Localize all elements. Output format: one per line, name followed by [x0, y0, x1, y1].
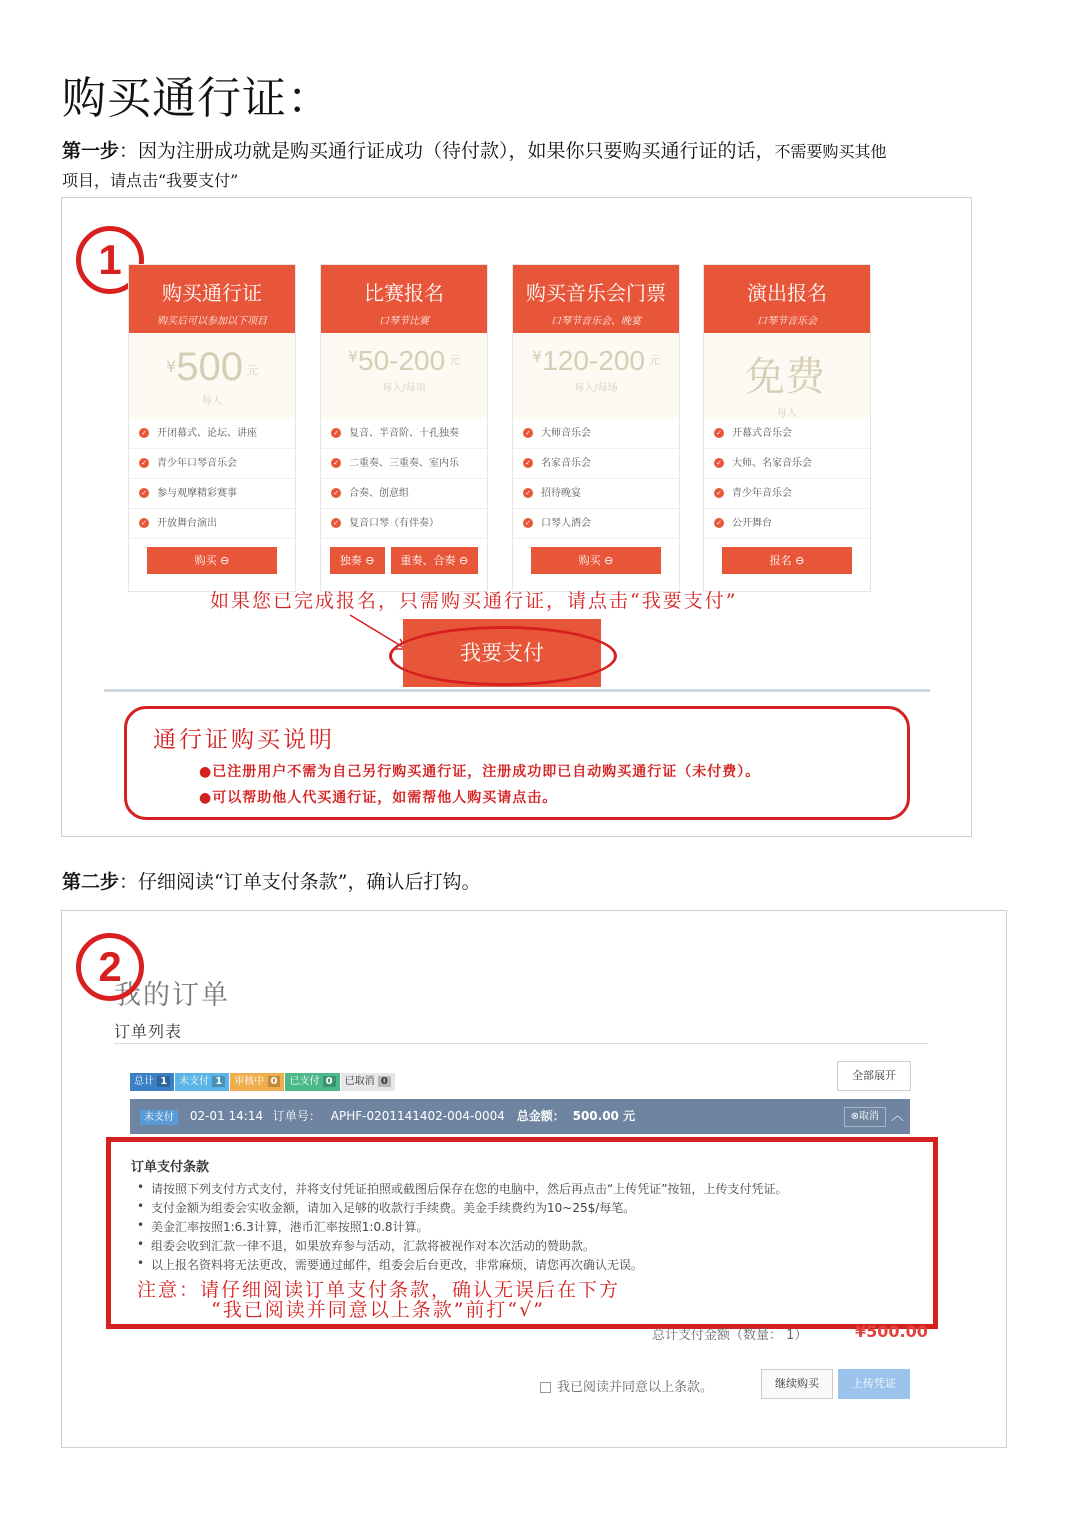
status-filter-badge[interactable]	[130, 1073, 174, 1091]
total-amount: ¥500.00	[855, 1322, 928, 1341]
price-unit: 元	[648, 354, 660, 367]
plan-action-button[interactable]: 购买 ⊖	[531, 547, 661, 574]
badge-label: 已取消	[344, 1076, 375, 1087]
continue-shopping-button[interactable]: 继续购买	[761, 1369, 833, 1399]
plan-name: 比赛报名	[364, 281, 444, 305]
feature-label: 大师、名家音乐会	[732, 458, 812, 469]
price-per: 每人/每项	[382, 383, 426, 394]
upload-proof-button[interactable]: 上传凭证	[838, 1369, 910, 1399]
price-unit: 元	[246, 364, 258, 377]
plan-header	[513, 265, 679, 333]
terms-title: 订单支付条款	[131, 1160, 210, 1175]
price-currency: ¥	[532, 347, 543, 366]
check-circle-icon: ✓	[523, 458, 533, 468]
price-amount: 500	[176, 345, 243, 389]
terms-item: • 以上报名资料将无法更改，需要通过邮件，组委会后台更改，非常麻烦，请您再次确认无误。	[151, 1256, 643, 1273]
divider	[104, 689, 930, 692]
chevron-up-icon[interactable]: ︿	[890, 1109, 904, 1124]
plan-action-button[interactable]: 重奏、合奏 ⊖	[391, 547, 479, 574]
agree-label: 我已阅读并同意以上条款。	[557, 1380, 714, 1395]
badge-count: 0	[323, 1076, 336, 1087]
step1-instruction	[62, 137, 1012, 195]
step-number-badge: 1	[76, 226, 144, 294]
plan-header	[321, 265, 487, 333]
plan-feature	[129, 509, 295, 539]
screenshot-orders	[61, 910, 1007, 1448]
checkbox-icon[interactable]	[540, 1382, 551, 1393]
screenshot-pricing	[61, 197, 972, 837]
plan-feature	[129, 449, 295, 479]
order-total: 500.00 元	[572, 1109, 636, 1123]
plan-feature	[513, 479, 679, 509]
plan-price	[513, 333, 679, 419]
check-circle-icon: ✓	[714, 428, 724, 438]
badge-label: 总计	[134, 1076, 154, 1087]
step-number-badge: 2	[76, 933, 144, 1001]
check-circle-icon: ✓	[139, 428, 149, 438]
plan-feature	[513, 449, 679, 479]
price-per: 每人/每场	[574, 383, 618, 394]
feature-label: 青少年口琴音乐会	[157, 458, 237, 469]
feature-label: 合奏、创意组	[349, 488, 409, 499]
plan-action-button[interactable]: 购买 ⊖	[147, 547, 277, 574]
plan-actions	[129, 547, 295, 574]
terms-warning: 注意：请仔细阅读订单支付条款，确认无误后在下方	[137, 1279, 621, 1301]
feature-label: 开放舞台演出	[157, 518, 217, 529]
price-amount: 50-200	[358, 345, 446, 376]
step2-label: 第二步	[62, 871, 120, 893]
step1-label: 第一步	[62, 140, 120, 162]
terms-item: • 支付金额为组委会实收金额，请加入足够的收款行手续费。美金手续费约为10~25$/每笔。	[151, 1199, 635, 1216]
divider	[114, 1043, 928, 1044]
terms-item: • 美金汇率按照1:6.3计算，港币汇率按照1:0.8计算。	[151, 1218, 429, 1235]
expand-all-button[interactable]: 全部展开	[837, 1061, 911, 1091]
order-date: 02-01 14:14	[189, 1109, 264, 1123]
plan-feature	[321, 449, 487, 479]
status-filter-badge[interactable]	[285, 1073, 339, 1091]
total-label: 总计支付金额（数量： 1）	[652, 1328, 808, 1343]
check-circle-icon: ✓	[714, 458, 724, 468]
price-currency: ¥	[347, 347, 358, 366]
price-currency: ¥	[166, 357, 177, 376]
feature-label: 开幕式音乐会	[732, 428, 792, 439]
explanation-item[interactable]: ●可以帮助他人代买通行证，如需帮他人购买请点击。	[199, 790, 558, 806]
check-circle-icon: ✓	[331, 428, 341, 438]
explanation-title: 通行证购买说明	[153, 727, 335, 753]
step1-text-2: 项目，请点击“我要支付”	[62, 171, 239, 190]
plan-subtitle: 口琴节比赛	[379, 316, 429, 327]
plan-price	[129, 333, 295, 419]
status-filter-badge[interactable]	[175, 1073, 229, 1091]
pass-explanation-box	[124, 706, 910, 820]
check-circle-icon: ✓	[523, 428, 533, 438]
status-badge: 未支付	[140, 1110, 178, 1125]
plan-feature	[704, 419, 870, 449]
plan-actions	[704, 547, 870, 574]
badge-count: 0	[268, 1076, 281, 1087]
cancel-order-button[interactable]: ⊗取消	[844, 1107, 886, 1127]
order-header-row[interactable]	[130, 1099, 910, 1134]
plan-subtitle: 口琴节音乐会、晚宴	[551, 316, 641, 327]
plan-feature	[321, 509, 487, 539]
check-circle-icon: ✓	[523, 488, 533, 498]
check-circle-icon: ✓	[331, 488, 341, 498]
payment-terms-box	[106, 1137, 938, 1329]
feature-label: 二重奏、三重奏、室内乐	[349, 458, 459, 469]
step2-text: ：仔细阅读“订单支付条款”，确认后打钩。	[119, 871, 481, 893]
badge-label: 审核中	[234, 1076, 265, 1087]
price-amount: 120-200	[542, 345, 645, 376]
feature-label: 复音口琴（有伴奏）	[349, 518, 439, 529]
plan-name: 演出报名	[747, 281, 827, 305]
plan-subtitle: 口琴节音乐会	[757, 316, 817, 327]
badge-count: 1	[212, 1076, 225, 1087]
order-no-label: 订单号：	[272, 1109, 321, 1123]
price-amount: 免费	[745, 355, 825, 399]
pay-button[interactable]: 我要支付	[403, 619, 601, 687]
plan-card	[512, 264, 680, 592]
plan-actions	[321, 547, 487, 574]
feature-label: 开闭幕式、论坛、讲座	[157, 428, 257, 439]
plan-header	[129, 265, 295, 333]
plan-card	[128, 264, 296, 592]
check-circle-icon: ✓	[331, 518, 341, 528]
status-filter-badge[interactable]	[341, 1073, 395, 1091]
feature-label: 复音、半音阶、十孔独奏	[349, 428, 459, 439]
order-no: APHF-0201141402-004-0004	[330, 1109, 505, 1123]
check-circle-icon: ✓	[523, 518, 533, 528]
price-per: 每人	[202, 396, 222, 407]
check-circle-icon: ✓	[714, 488, 724, 498]
terms-item: • 请按照下列支付方式支付，并将支付凭证拍照或截图后保存在您的电脑中，然后再点击“上传凭证”按钮，上传支付凭证。	[151, 1180, 787, 1197]
feature-label: 名家音乐会	[541, 458, 591, 469]
order-total-label: 总金额：	[516, 1109, 565, 1123]
plan-feature	[129, 479, 295, 509]
feature-label: 参与观摩精彩赛事	[157, 488, 237, 499]
pay-hint-note: 如果您已完成报名，只需购买通行证，请点击“我要支付”	[210, 590, 738, 612]
step2-instruction	[62, 868, 480, 896]
order-status-filters	[130, 1069, 396, 1091]
check-circle-icon: ✓	[714, 518, 724, 528]
plan-card	[320, 264, 488, 592]
plan-feature	[513, 419, 679, 449]
page-title: 购买通行证：	[62, 73, 332, 124]
orders-subtitle: 订单列表	[114, 1022, 183, 1041]
plan-feature	[513, 509, 679, 539]
check-circle-icon: ✓	[139, 458, 149, 468]
feature-label: 口琴人酒会	[541, 518, 591, 529]
plan-price	[321, 333, 487, 419]
feature-label: 青少年音乐会	[732, 488, 792, 499]
highlight-oval	[389, 626, 617, 686]
badge-label: 未支付	[179, 1076, 210, 1087]
status-filter-badge[interactable]	[230, 1073, 284, 1091]
feature-label: 公开舞台	[732, 518, 772, 529]
feature-label: 招待晚宴	[541, 488, 581, 499]
badge-count: 0	[378, 1076, 391, 1087]
plan-feature	[321, 479, 487, 509]
plan-feature	[704, 479, 870, 509]
plan-price	[704, 333, 870, 419]
plan-feature	[321, 419, 487, 449]
badge-count: 1	[157, 1076, 170, 1087]
feature-label: 大师音乐会	[541, 428, 591, 439]
check-circle-icon: ✓	[331, 458, 341, 468]
step1-text-small: 不需要购买其他	[774, 142, 887, 161]
price-per: 每人	[777, 408, 797, 419]
check-circle-icon: ✓	[139, 518, 149, 528]
plan-subtitle: 购买后可以参加以下项目	[157, 316, 267, 327]
plan-name: 购买音乐会门票	[526, 281, 666, 305]
plan-feature	[704, 449, 870, 479]
plan-action-button[interactable]: 报名 ⊖	[722, 547, 852, 574]
plan-actions	[513, 547, 679, 574]
plan-feature	[129, 419, 295, 449]
plan-action-button[interactable]: 独奏 ⊖	[330, 547, 385, 574]
badge-label: 已支付	[289, 1076, 320, 1087]
plan-card	[703, 264, 871, 592]
orders-title: 我的订单	[114, 980, 230, 1011]
plan-feature	[704, 509, 870, 539]
step1-text: ：因为注册成功就是购买通行证成功（待付款），如果你只要购买通行证的话，	[119, 140, 775, 162]
check-circle-icon: ✓	[139, 488, 149, 498]
terms-warning-2: “我已阅读并同意以上条款”前打“√”	[211, 1299, 545, 1321]
plan-name: 购买通行证	[162, 281, 262, 305]
plan-header	[704, 265, 870, 333]
explanation-item: ●已注册用户不需为自己另行购买通行证，注册成功即已自动购买通行证（未付费）。	[199, 764, 761, 780]
price-unit: 元	[449, 354, 461, 367]
agree-checkbox[interactable]	[540, 1376, 713, 1395]
terms-item: • 组委会收到汇款一律不退，如果放弃参与活动，汇款将被视作对本次活动的赞助款。	[151, 1237, 595, 1254]
